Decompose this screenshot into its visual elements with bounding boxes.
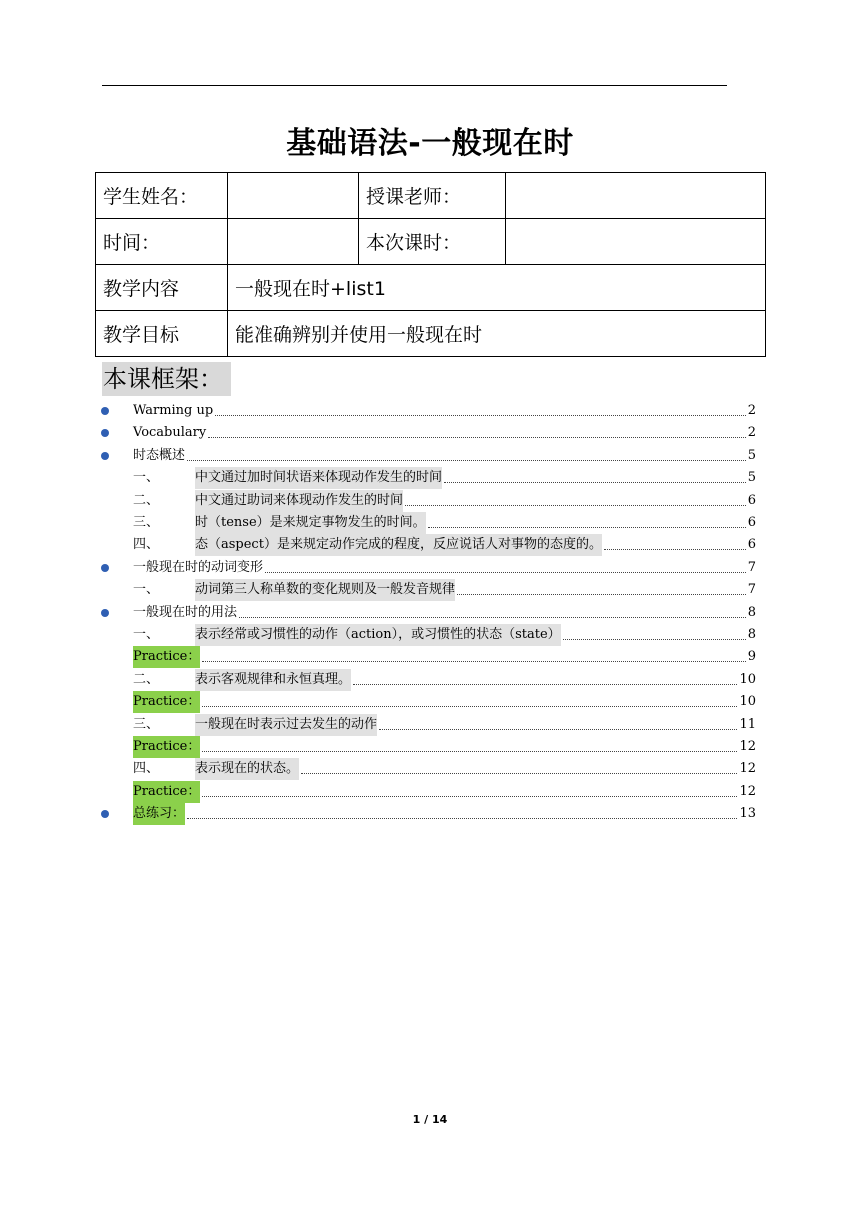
- bullet-icon: [101, 429, 109, 437]
- toc-leader-dots: [444, 481, 746, 483]
- bullet-icon: [101, 564, 109, 572]
- bullet-icon: [101, 810, 109, 818]
- toc-entry[interactable]: [0, 557, 860, 579]
- toc-entry-title: Practice：: [133, 781, 200, 803]
- toc-entry-title: 表示客观规律和永恒真理。: [195, 669, 351, 691]
- toc-entry[interactable]: [0, 512, 860, 534]
- toc-entry-line: [133, 534, 756, 556]
- toc-leader-dots: [202, 705, 737, 707]
- toc-leader-dots: [301, 772, 737, 774]
- toc-entry-line: [133, 557, 756, 579]
- toc-entry-page: 5: [747, 447, 756, 463]
- toc-leader-dots: [208, 436, 746, 438]
- toc-entry[interactable]: [0, 602, 860, 624]
- time-label: 时间：: [96, 219, 228, 265]
- toc-entry-number: 一、: [133, 627, 160, 642]
- toc-entry-title: Vocabulary: [133, 425, 207, 441]
- toc-entry-page: 11: [739, 716, 756, 732]
- toc-leader-dots: [353, 683, 737, 685]
- toc-leader-dots: [457, 593, 746, 595]
- student-name-value: [228, 173, 359, 219]
- toc-entry-line: [133, 803, 756, 825]
- toc-entry[interactable]: [0, 781, 860, 803]
- toc-entry-title: 中文通过助词来体现动作发生的时间: [195, 490, 403, 512]
- toc-entry[interactable]: [0, 422, 860, 444]
- toc-leader-dots: [379, 728, 737, 730]
- toc-entry-line: [133, 736, 756, 758]
- toc-entry-page: 6: [747, 492, 756, 508]
- toc-entry-title: Practice：: [133, 691, 200, 713]
- toc-entry-number: 四、: [133, 537, 160, 553]
- teacher-label: 授课老师：: [359, 173, 506, 219]
- toc-leader-dots: [215, 414, 746, 416]
- toc-entry-page: 2: [747, 403, 756, 418]
- toc-entry-title: 态（aspect）是来规定动作完成的程度，反应说话人对事物的态度的。: [195, 534, 602, 556]
- goal-label: 教学目标: [96, 311, 228, 357]
- toc-entry-title: 时态概述: [133, 447, 186, 463]
- time-value: [228, 219, 359, 265]
- toc-entry-line: [133, 445, 756, 467]
- document-title: 基础语法-一般现在时: [286, 126, 574, 161]
- toc-entry-line: [133, 714, 756, 736]
- toc-entry[interactable]: [0, 400, 860, 422]
- toc-entry-title: 动词第三人称单数的变化规则及一般发音规律: [195, 579, 455, 601]
- toc-entry-page: 13: [739, 806, 756, 822]
- toc-entry-page: 6: [747, 515, 756, 530]
- toc-entry-title: 一般现在时表示过去发生的动作: [195, 714, 377, 736]
- content-label: 教学内容: [96, 265, 228, 311]
- toc-entry-line: [133, 579, 756, 601]
- framework-heading: 本课框架：: [102, 362, 231, 396]
- toc-entry[interactable]: [0, 736, 860, 758]
- toc-entry-title: 一般现在时的用法: [133, 604, 238, 620]
- toc-entry-title: Practice：: [133, 736, 200, 758]
- toc-entry-title: 中文通过加时间状语来体现动作发生的时间: [195, 467, 442, 489]
- toc-entry-title: 表示经常或习惯性的动作（action），或习惯性的状态（state）: [195, 624, 561, 646]
- toc-entry-title: Warming up: [133, 403, 214, 418]
- toc-leader-dots: [563, 638, 746, 640]
- toc-leader-dots: [239, 616, 746, 618]
- toc-entry-page: 6: [747, 537, 756, 553]
- toc-entry-page: 12: [739, 783, 756, 799]
- toc-entry-page: 5: [747, 470, 756, 486]
- toc-entry-line: [133, 669, 756, 691]
- toc-entry-line: [133, 400, 756, 422]
- info-table: [95, 172, 766, 357]
- toc-entry-page: 8: [747, 627, 756, 642]
- toc-entry-line: [133, 646, 756, 668]
- toc-entry-page: 10: [739, 671, 756, 687]
- toc-leader-dots: [604, 548, 746, 550]
- toc-entry-number: 四、: [133, 761, 160, 777]
- toc-entry-line: [133, 624, 756, 646]
- info-row-4: [96, 311, 766, 357]
- toc-entry[interactable]: [0, 691, 860, 713]
- toc-leader-dots: [187, 459, 746, 461]
- toc-entry-line: [133, 758, 756, 780]
- toc-leader-dots: [265, 571, 746, 573]
- content-value: 一般现在时+list1: [228, 265, 766, 311]
- toc-leader-dots: [187, 817, 737, 819]
- toc-entry-page: 8: [747, 604, 756, 620]
- toc-entry-line: [133, 467, 756, 489]
- toc-entry-title: 一般现在时的动词变形: [133, 559, 264, 575]
- toc-entry-line: [133, 512, 756, 534]
- toc-entry-page: 10: [739, 694, 756, 710]
- toc-entry-title: 总练习：: [133, 803, 185, 825]
- toc-leader-dots: [428, 526, 746, 528]
- toc-entry-number: 一、: [133, 470, 160, 486]
- toc-entry[interactable]: [0, 803, 860, 825]
- header-rule: [102, 85, 727, 86]
- toc-entry-line: [133, 422, 756, 444]
- bullet-icon: [101, 452, 109, 460]
- toc-entry-page: 9: [747, 649, 756, 665]
- toc-leader-dots: [202, 660, 745, 662]
- toc-entry-number: 一、: [133, 582, 160, 598]
- toc-entry[interactable]: [0, 490, 860, 512]
- page-footer: 1 / 14: [412, 1113, 448, 1126]
- student-name-label: 学生姓名：: [96, 173, 228, 219]
- toc-entry-line: [133, 602, 756, 624]
- toc-leader-dots: [202, 750, 737, 752]
- toc-entry[interactable]: [0, 646, 860, 668]
- period-value: [506, 219, 766, 265]
- toc-entry[interactable]: [0, 758, 860, 780]
- info-row-3: [96, 265, 766, 311]
- toc-entry-number: 二、: [133, 671, 160, 687]
- toc-leader-dots: [405, 504, 746, 506]
- toc-entry[interactable]: [0, 624, 860, 646]
- toc-entry-line: [133, 490, 756, 512]
- toc-entry-page: 7: [747, 582, 756, 598]
- toc-entry-page: 7: [747, 559, 756, 575]
- toc-entry-number: 三、: [133, 716, 160, 732]
- toc-entry-page: 12: [739, 761, 756, 777]
- period-label: 本次课时：: [359, 219, 506, 265]
- toc-entry[interactable]: [0, 534, 860, 556]
- bullet-icon: [101, 407, 109, 415]
- toc-entry-number: 二、: [133, 492, 160, 508]
- toc-entry-page: 12: [739, 739, 756, 754]
- info-row-1: [96, 173, 766, 219]
- toc-entry-title: 时（tense）是来规定事物发生的时间。: [195, 512, 426, 534]
- toc-entry-page: 2: [747, 425, 756, 441]
- toc-entry[interactable]: [0, 714, 860, 736]
- bullet-icon: [101, 609, 109, 617]
- toc-entry[interactable]: [0, 467, 860, 489]
- info-row-2: [96, 219, 766, 265]
- toc-entry-title: Practice：: [133, 646, 200, 668]
- teacher-value: [506, 173, 766, 219]
- toc-entry-line: [133, 691, 756, 713]
- toc-entry-number: 三、: [133, 515, 160, 530]
- toc-entry[interactable]: [0, 579, 860, 601]
- toc-entry-title: 表示现在的状态。: [195, 758, 299, 780]
- toc-entry-line: [133, 781, 756, 803]
- toc-entry[interactable]: [0, 445, 860, 467]
- toc-entry[interactable]: [0, 669, 860, 691]
- goal-value: 能准确辨别并使用一般现在时: [228, 311, 766, 357]
- toc-leader-dots: [202, 795, 737, 797]
